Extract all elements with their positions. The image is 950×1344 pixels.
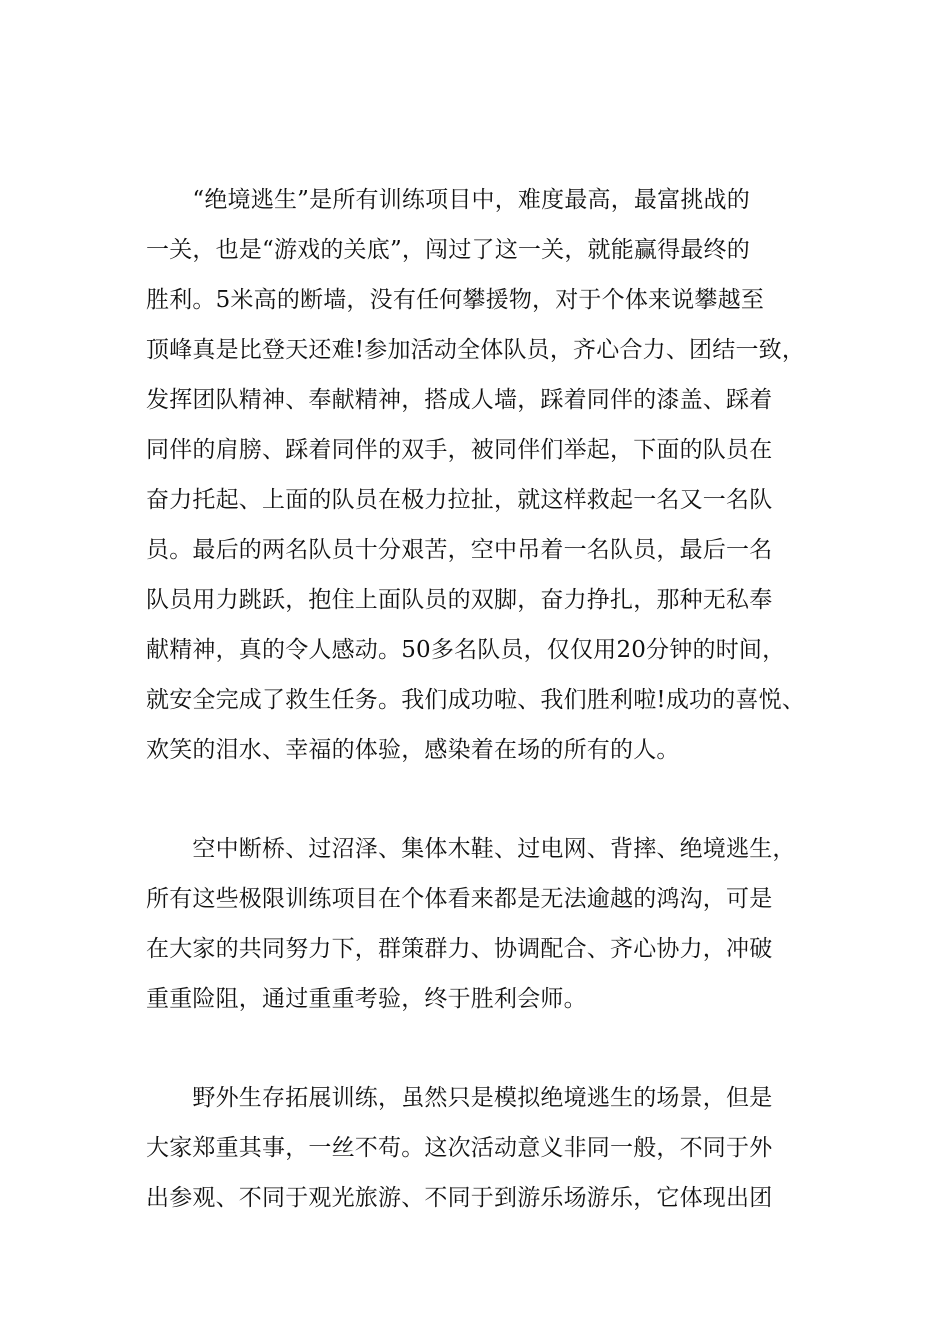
text-line: 大家郑重其事，一丝不苟。这次活动意义非同一般，不同于外 — [146, 1135, 773, 1161]
text-line: 同伴的肩膀、踩着同伴的双手，被同伴们举起，下面的队员在 — [146, 437, 773, 463]
text-line: 奋力托起、上面的队员在极力拉扯，就这样救起一名又一名队 — [146, 487, 773, 513]
text-line: 欢笑的泪水、幸福的体验，感染着在场的所有的人。 — [146, 737, 680, 763]
text-line: 野外生存拓展训练，虽然只是模拟绝境逃生的场景，但是 — [146, 1085, 773, 1111]
text-line: 发挥团队精神、奉献精神，搭成人墙，踩着同伴的漆盖、踩着 — [146, 387, 773, 413]
text-line: 在大家的共同努力下，群策群力、协调配合、齐心协力，冲破 — [146, 936, 773, 962]
text-line: 空中断桥、过沼泽、集体木鞋、过电网、背摔、绝境逃生， — [146, 836, 796, 862]
text-line: 所有这些极限训练项目在个体看来都是无法逾越的鸿沟，可是 — [146, 886, 773, 912]
text-line: 就安全完成了救生任务。我们成功啦、我们胜利啦!成功的喜悦、 — [146, 687, 806, 713]
text-line: 队员用力跳跃，抱住上面队员的双脚，奋力挣扎，那种无私奉 — [146, 587, 773, 613]
text-line: 顶峰真是比登天还难!参加活动全体队员，齐心合力、团结一致， — [146, 337, 806, 363]
text-line: 胜利。5米高的断墙，没有任何攀援物，对于个体来说攀越至 — [146, 287, 765, 313]
paragraph-extreme-training — [146, 824, 810, 1024]
paragraph-escape — [146, 175, 810, 775]
paragraph-outdoor-survival — [146, 1073, 810, 1223]
text-line: 员。最后的两名队员十分艰苦，空中吊着一名队员，最后一名 — [146, 537, 773, 563]
text-line: 一关，也是“游戏的关底”，闯过了这一关，就能赢得最终的 — [146, 237, 750, 263]
text-line: 出参观、不同于观光旅游、不同于到游乐场游乐，它体现出团 — [146, 1185, 773, 1211]
text-line: “绝境逃生”是所有训练项目中，难度最高，最富挑战的 — [146, 187, 750, 213]
text-line: 重重险阻，通过重重考验，终于胜利会师。 — [146, 986, 587, 1012]
text-line: 献精神，真的令人感动。50多名队员，仅仅用20分钟的时间， — [146, 637, 786, 663]
